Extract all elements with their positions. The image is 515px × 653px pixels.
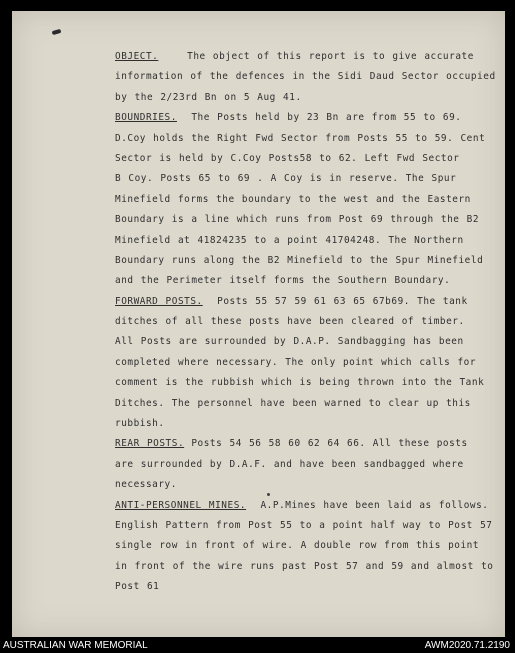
text-line: B Coy. Posts 65 to 69 . A Coy is in reserve. The Spur: [115, 173, 457, 185]
footer-credit: AUSTRALIAN WAR MEMORIAL: [3, 640, 148, 651]
text-line: English Pattern from Post 55 to a point half way to Post 57: [115, 519, 493, 531]
typed-report: [115, 47, 496, 598]
text-line: BOUNDRIES. The Posts held by 23 Bn are from 55 to 69.: [115, 112, 462, 124]
text-line: are surrounded by D.A.F. and have been sandbagged where: [115, 458, 464, 470]
text-line: OBJECT. The object of this report is to give accurate: [115, 51, 474, 62]
text-line: Boundary runs along the B2 Minefield to the Spur Minefield: [115, 254, 484, 266]
text-line: and the Perimeter itself forms the Southern Boundary.: [115, 275, 451, 287]
text-line: FORWARD POSTS. Posts 55 57 59 61 63 65 67b69. The tank: [115, 295, 468, 307]
text-line: Sector is held by C.Coy Posts58 to 62. Left Fwd Sector: [115, 152, 460, 164]
text-line: Post 61: [115, 581, 160, 593]
text-line: Ditches. The personnel have been warned to clear up this: [115, 397, 471, 409]
section-heading-anti-personnel-mines: ANTI-PERSONNEL MINES.: [115, 499, 247, 511]
text-line: Minefield forms the boundary to the west and the Eastern: [115, 193, 471, 205]
text-line: by the 2/23rd Bn on 5 Aug 41.: [115, 91, 302, 103]
text-line: rubbish.: [115, 418, 165, 430]
text-line: in front of the wire runs past Post 57 and 59 and almost to: [115, 560, 494, 572]
text-line: Minefield at 41824235 to a point 41704248. The Northern: [115, 234, 464, 246]
text-line: ANTI-PERSONNEL MINES. A.P.Mines have been laid as follows.: [115, 499, 489, 511]
text-line: REAR POSTS. Posts 54 56 58 60 62 64 66. All these posts: [115, 438, 468, 450]
section-heading-rear-posts: REAR POSTS.: [115, 438, 185, 450]
text-line: information of the defences in the Sidi Daud Sector occupied: [115, 71, 496, 83]
section-heading-object: OBJECT.: [115, 51, 159, 62]
text-line: ditches of all these posts have been cleared of timber.: [115, 316, 465, 328]
text-line: D.Coy holds the Right Fwd Sector from Posts 55 to 59. Cent: [115, 132, 486, 144]
text-line: single row in front of wire. A double row from this point: [115, 540, 480, 552]
text-line: necessary.: [115, 479, 177, 491]
section-heading-boundries: BOUNDRIES.: [115, 112, 177, 124]
text-line: Boundary is a line which runs from Post 69 through the B2: [115, 214, 480, 226]
text-line: All Posts are surrounded by D.A.P. Sandbagging has been: [115, 336, 464, 348]
text-line: comment is the rubbish which is being thrown into the Tank: [115, 377, 485, 389]
section-heading-forward-posts: FORWARD POSTS.: [115, 295, 203, 307]
footer-accession-number: AWM2020.71.2190: [424, 640, 510, 651]
text-line: completed where necessary. The only point which calls for: [115, 356, 477, 368]
